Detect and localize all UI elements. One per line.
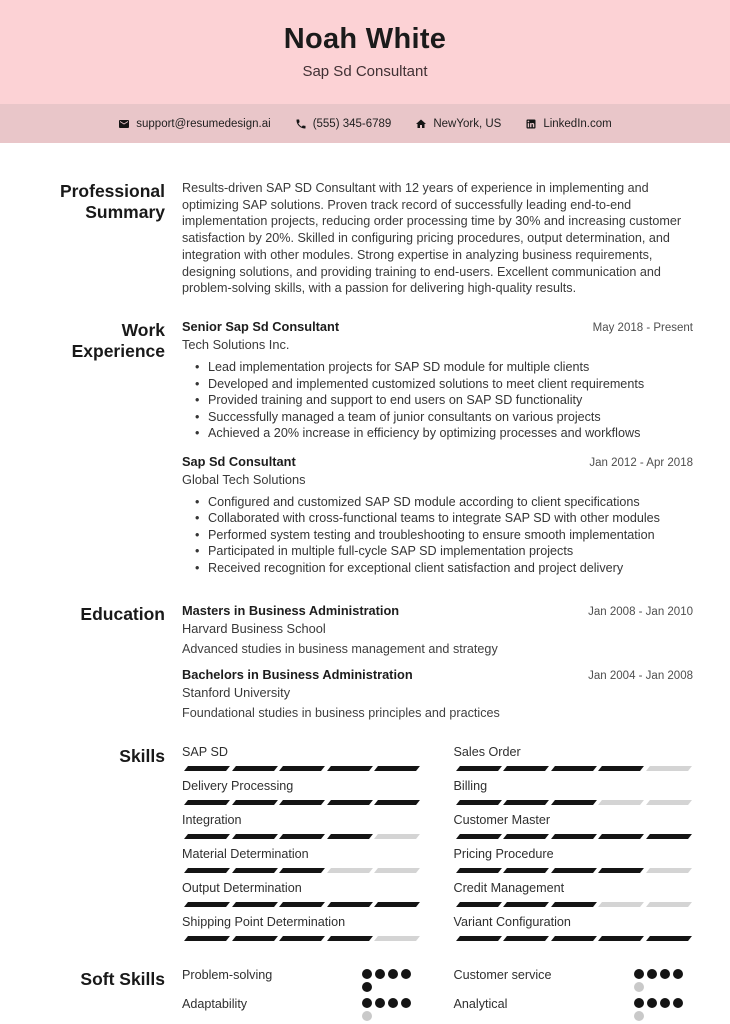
- job-entry: [182, 319, 693, 441]
- skill-bar-segment: [598, 936, 643, 941]
- skill-name: Credit Management: [453, 880, 565, 895]
- skill-bar-segment: [184, 800, 229, 805]
- degree-description: Foundational studies in business principles and practices: [182, 705, 500, 720]
- contact-linkedin[interactable]: [525, 118, 611, 130]
- skill-bar-segment: [232, 834, 277, 839]
- soft-skill-dot: [362, 969, 372, 979]
- soft-skill-item: [454, 968, 694, 994]
- soft-skill-name: Adaptability: [182, 996, 248, 1011]
- skill-item: [182, 881, 422, 907]
- skill-name: Delivery Processing: [182, 778, 294, 793]
- linkedin-icon: [525, 118, 537, 130]
- skill-bar-segment: [184, 868, 229, 873]
- skill-bar-segment: [456, 834, 501, 839]
- envelope-icon: [118, 118, 130, 130]
- skill-bar-segment: [279, 800, 324, 805]
- section-heading-skills: Skills: [119, 745, 165, 766]
- skill-bar-segment: [184, 936, 229, 941]
- skill-bar-segment: [456, 800, 501, 805]
- job-dates: May 2018 - Present: [592, 322, 693, 335]
- section-soft-skills: [47, 968, 730, 1024]
- skill-bar-segment: [646, 868, 691, 873]
- soft-skill-dots: [362, 968, 414, 994]
- job-entry: [182, 454, 693, 576]
- soft-skill-dot: [660, 998, 670, 1008]
- skill-item: [182, 779, 422, 805]
- job-company: Tech Solutions Inc.: [182, 337, 290, 353]
- skill-bar-segment: [279, 902, 324, 907]
- soft-skill-name: Customer service: [453, 967, 552, 982]
- phone-icon: [295, 118, 307, 130]
- skill-bar-segment: [598, 834, 643, 839]
- job-bullet: • Achieved a 20% increase in efficiency by optimizing processes and workflows: [182, 425, 693, 441]
- soft-skill-dot: [401, 969, 411, 979]
- degree-dates: Jan 2008 - Jan 2010: [588, 605, 693, 618]
- skill-bar-segment: [646, 800, 691, 805]
- skill-bar-segment: [551, 868, 596, 873]
- skill-bar-segment: [456, 766, 501, 771]
- soft-skill-dot: [388, 969, 398, 979]
- job-title: Sap Sd Consultant: [182, 453, 296, 469]
- contact-phone[interactable]: [295, 118, 392, 130]
- section-professional-summary: [47, 180, 730, 297]
- job-company: Global Tech Solutions: [182, 471, 306, 487]
- skill-bar-segment: [598, 902, 643, 907]
- degree-description: Advanced studies in business management and strategy: [182, 641, 498, 656]
- skill-bar-segment: [374, 902, 419, 907]
- skill-bar-segment: [232, 868, 277, 873]
- skill-bar-segment: [646, 902, 691, 907]
- job-bullet: • Collaborated with cross-functional teams to integrate SAP SD with other modules: [182, 510, 693, 526]
- skill-bar-segment: [503, 766, 548, 771]
- job-bullet: • Provided training and support to end users on SAP SD functionality: [182, 392, 693, 408]
- skill-level-bar: [454, 902, 694, 907]
- skill-item: [454, 745, 694, 771]
- education-entry: [182, 667, 693, 720]
- skill-level-bar: [182, 902, 422, 907]
- contact-email-text: support@resumedesign.ai: [136, 117, 271, 130]
- soft-skill-dot: [401, 998, 411, 1008]
- job-bullet: • Lead implementation projects for SAP SD module for multiple clients: [182, 359, 693, 375]
- degree-dates: Jan 2004 - Jan 2008: [588, 669, 693, 682]
- skill-item: [454, 847, 694, 873]
- contact-phone-text: (555) 345-6789: [312, 117, 392, 130]
- degree-title: Masters in Business Administration: [182, 602, 400, 618]
- section-heading-summary: Professional Summary: [59, 181, 165, 222]
- soft-skill-dot: [647, 998, 657, 1008]
- soft-skill-dot: [634, 969, 644, 979]
- skill-bar-segment: [598, 766, 643, 771]
- skill-bar-segment: [374, 834, 419, 839]
- resume-body: [0, 143, 730, 1024]
- soft-skill-dot: [388, 998, 398, 1008]
- skill-bar-segment: [598, 800, 643, 805]
- skill-item: [182, 847, 422, 873]
- soft-skill-name: Analytical: [453, 996, 508, 1011]
- skill-level-bar: [454, 800, 694, 805]
- skill-bar-segment: [327, 834, 372, 839]
- soft-skill-dots: [634, 968, 686, 994]
- skill-bar-segment: [279, 936, 324, 941]
- soft-skill-dot: [362, 1011, 372, 1021]
- skill-bar-segment: [184, 766, 229, 771]
- soft-skill-dot: [673, 969, 683, 979]
- skill-level-bar: [454, 834, 694, 839]
- soft-skill-dots: [634, 997, 686, 1023]
- skill-bar-segment: [503, 868, 548, 873]
- skill-bar-segment: [551, 766, 596, 771]
- soft-skill-dot: [673, 998, 683, 1008]
- skill-bar-segment: [184, 902, 229, 907]
- skill-bar-segment: [456, 902, 501, 907]
- summary-text: Results-driven SAP SD Consultant with 12 years of experience in implementing and optimizing SAP solutions. Proven track record of successfully leading end-to-end implementation projects, reducing order processing time by 30% and increasing customer satisfaction by 20%. Skilled in configuring pricing procedures, output determination, and integration with other modules. Strong expertise in analyzing business requirements, designing solutions, and providing training to end-users. Excellent communication and problem-solving skills, with a passion for delivering high-quality results.: [182, 181, 682, 296]
- skill-bar-segment: [327, 800, 372, 805]
- skill-bar-segment: [279, 834, 324, 839]
- person-name: Noah White: [283, 23, 447, 55]
- skill-name: Customer Master: [453, 812, 551, 827]
- skill-bar-segment: [598, 868, 643, 873]
- skill-bar-segment: [374, 766, 419, 771]
- soft-skill-item: [182, 968, 422, 994]
- skills-grid: [182, 745, 693, 949]
- job-header: [182, 319, 693, 334]
- skill-item: [182, 915, 422, 941]
- skill-bar-segment: [503, 834, 548, 839]
- soft-skill-name: Problem-solving: [182, 967, 273, 982]
- section-work-experience: [47, 319, 730, 576]
- degree-header: [182, 603, 693, 618]
- section-heading-experience: Work Experience: [71, 320, 165, 362]
- skill-bar-segment: [503, 800, 548, 805]
- soft-skill-dots: [362, 997, 414, 1023]
- skill-bar-segment: [456, 936, 501, 941]
- skill-name: Billing: [453, 778, 488, 793]
- skill-level-bar: [454, 766, 694, 771]
- skill-name: Material Determination: [182, 846, 309, 861]
- skill-level-bar: [182, 868, 422, 873]
- skill-bar-segment: [503, 902, 548, 907]
- skill-bar-segment: [551, 902, 596, 907]
- skill-bar-segment: [646, 936, 691, 941]
- soft-skill-item: [454, 997, 694, 1023]
- skill-bar-segment: [327, 936, 372, 941]
- soft-skill-item: [182, 997, 422, 1023]
- soft-skill-dot: [634, 982, 644, 992]
- skill-bar-segment: [184, 834, 229, 839]
- skill-item: [454, 813, 694, 839]
- skill-level-bar: [454, 936, 694, 941]
- skill-bar-segment: [327, 902, 372, 907]
- skill-level-bar: [182, 834, 422, 839]
- skill-level-bar: [182, 800, 422, 805]
- soft-skill-dot: [634, 998, 644, 1008]
- education-entries: [182, 603, 693, 720]
- skill-bar-segment: [551, 800, 596, 805]
- job-header: [182, 454, 693, 469]
- skill-bar-segment: [374, 800, 419, 805]
- section-heading-education: Education: [80, 603, 165, 624]
- degree-header: [182, 667, 693, 682]
- job-bullet: • Successfully managed a team of junior consultants on various projects: [182, 409, 693, 425]
- soft-skills-grid: [182, 968, 693, 1024]
- job-bullet-list: [182, 494, 693, 576]
- skill-name: Pricing Procedure: [453, 846, 554, 861]
- skill-bar-segment: [503, 936, 548, 941]
- degree-school: Harvard Business School: [182, 620, 326, 636]
- skill-name: Output Determination: [182, 880, 302, 895]
- skill-item: [454, 915, 694, 941]
- soft-skill-dot: [375, 969, 385, 979]
- skill-bar-segment: [646, 834, 691, 839]
- skill-bar-segment: [279, 766, 324, 771]
- home-icon: [415, 118, 427, 130]
- job-bullet-list: [182, 359, 693, 441]
- skill-bar-segment: [551, 834, 596, 839]
- job-title: Senior Sap Sd Consultant: [182, 319, 340, 335]
- skill-bar-segment: [551, 936, 596, 941]
- skill-name: Shipping Point Determination: [182, 914, 346, 929]
- contact-location-text: NewYork, US: [433, 117, 502, 130]
- experience-entries: [182, 319, 693, 576]
- skill-bar-segment: [232, 766, 277, 771]
- skill-level-bar: [454, 868, 694, 873]
- section-skills: [47, 745, 730, 949]
- skill-bar-segment: [232, 936, 277, 941]
- degree-title: Bachelors in Business Administration: [182, 666, 413, 682]
- contact-email[interactable]: [118, 118, 270, 130]
- job-bullet: • Received recognition for exceptional client satisfaction and project delivery: [182, 560, 693, 576]
- section-heading-soft-skills: Soft Skills: [80, 968, 165, 989]
- job-bullet: • Performed system testing and troubleshooting to ensure smooth implementation: [182, 527, 693, 543]
- contact-linkedin-text: LinkedIn.com: [543, 117, 612, 130]
- skill-name: Sales Order: [453, 744, 521, 759]
- skill-item: [182, 813, 422, 839]
- job-bullet: • Participated in multiple full-cycle SAP SD implementation projects: [182, 543, 693, 559]
- skill-item: [454, 881, 694, 907]
- skill-item: [182, 745, 422, 771]
- job-bullet: • Developed and implemented customized solutions to meet client requirements: [182, 376, 693, 392]
- skill-item: [454, 779, 694, 805]
- skill-bar-segment: [456, 868, 501, 873]
- soft-skill-dot: [375, 998, 385, 1008]
- soft-skill-dot: [660, 969, 670, 979]
- skill-name: Integration: [182, 812, 242, 827]
- soft-skill-dot: [362, 982, 372, 992]
- degree-school: Stanford University: [182, 684, 291, 700]
- person-job-title: Sap Sd Consultant: [302, 62, 428, 80]
- skill-bar-segment: [232, 800, 277, 805]
- skill-bar-segment: [279, 868, 324, 873]
- resume-header: [0, 0, 730, 104]
- job-bullet: • Configured and customized SAP SD module according to client specifications: [182, 494, 693, 510]
- skill-bar-segment: [327, 868, 372, 873]
- job-dates: Jan 2012 - Apr 2018: [589, 456, 693, 469]
- skill-level-bar: [182, 936, 422, 941]
- skill-bar-segment: [374, 936, 419, 941]
- skill-bar-segment: [646, 766, 691, 771]
- skill-name: Variant Configuration: [453, 914, 571, 929]
- soft-skill-dot: [634, 1011, 644, 1021]
- skill-bar-segment: [374, 868, 419, 873]
- soft-skill-dot: [362, 998, 372, 1008]
- soft-skill-dot: [647, 969, 657, 979]
- section-education: [47, 603, 730, 720]
- skill-bar-segment: [327, 766, 372, 771]
- skill-bar-segment: [232, 902, 277, 907]
- education-entry: [182, 603, 693, 656]
- contact-bar: [0, 104, 730, 143]
- skill-name: SAP SD: [182, 744, 228, 759]
- contact-location[interactable]: [415, 118, 501, 130]
- skill-level-bar: [182, 766, 422, 771]
